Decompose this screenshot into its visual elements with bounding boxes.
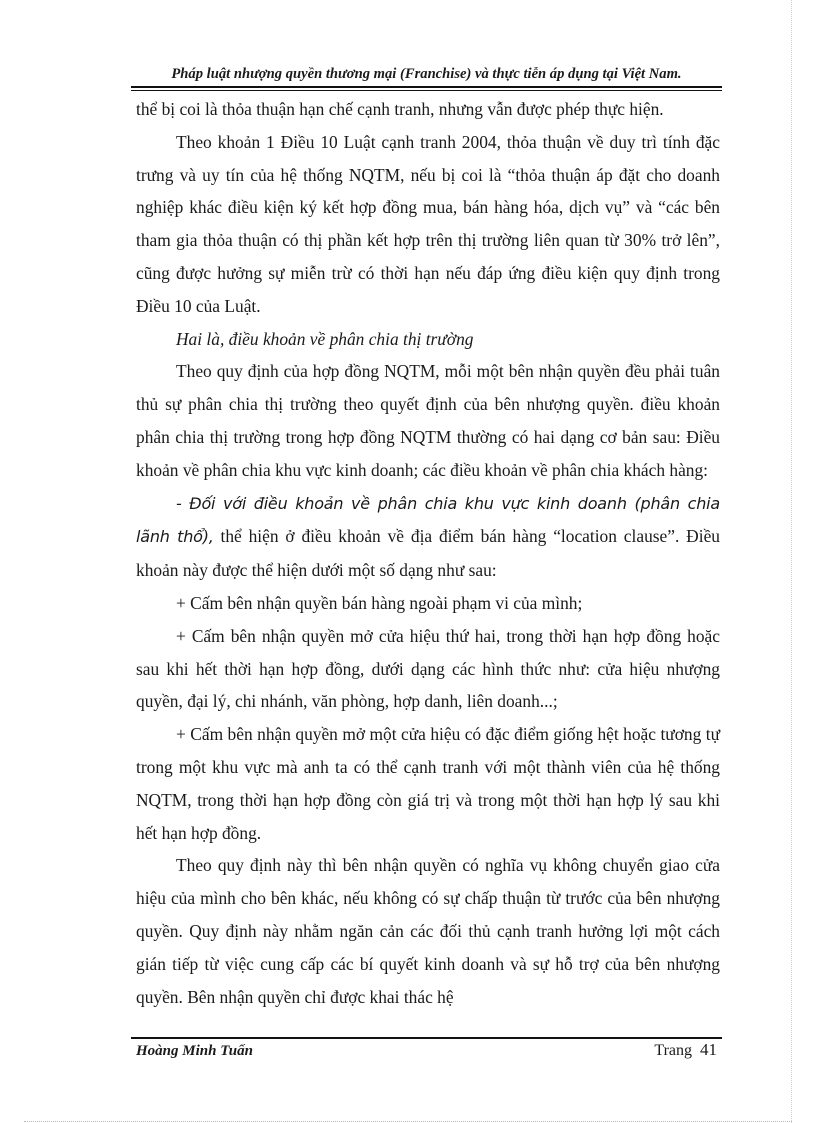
paragraph-2: Theo khoản 1 Điều 10 Luật cạnh tranh 2004, thỏa thuận về duy trì tính đặc trưng và uy tín của hệ thống NQTM, nếu bị coi là “thỏa thuận áp đặt cho doanh nghiệp khác điều kiện ký kết hợp đồng mua, bán hàng hóa, dịch vụ” và “các bên tham gia thỏa thuận có thị phần kết hợp trên thị trường liên quan từ 30% trở lên”, cũng được hưởng sự miễn trừ có thời hạn nếu đáp ứng điều kiện quy định trong Điều 10 của Luật. [136, 131, 720, 316]
paragraph-1: thể bị coi là thỏa thuận hạn chế cạnh tranh, nhưng vẫn được phép thực hiện. [136, 99, 664, 119]
paragraph-5 [136, 487, 720, 587]
list-item: + Cấm bên nhận quyền bán hàng ngoài phạm vi của mình; [176, 592, 583, 613]
page-number [654, 1040, 717, 1061]
header-rule-thin [131, 90, 722, 91]
list-item: + Cấm bên nhận quyền mở một cửa hiệu có đặc điểm giống hệt hoặc tương tự trong một khu vực mà anh ta có thể cạnh tranh với một thành viên của hệ thống NQTM, trong thời hạn hợp đồng còn giá trị và trong một thời hạn hợp lý sau khi hết hạn hợp đồng. [136, 724, 720, 843]
footer-author: Hoàng Minh Tuấn [136, 1043, 253, 1059]
page-edge-dots-right [791, 0, 792, 1123]
page-header-title: Pháp luật nhượng quyền thương mại (Franchise) và thực tiễn áp dụng tại Việt Nam. [171, 66, 682, 82]
paragraph-4: Theo quy định của hợp đồng NQTM, mỗi một bên nhận quyền đều phải tuân thủ sự phân chia thị trường theo quyết định của bên nhượng quyền. điều khoản phân chia thị trường trong hợp đồng NQTM thường có hai dạng cơ bản sau: Điều khoản về phân chia khu vực kinh doanh; các điều khoản về phân chia khách hàng: [136, 361, 720, 480]
paragraph-5-italic: - Đối với điều khoản về phân chia khu vực kinh doanh (phân chia lãnh thổ), [136, 493, 720, 547]
document-body [136, 93, 720, 1013]
footer-rule [131, 1037, 722, 1039]
page-label: Trang [654, 1042, 692, 1059]
page-number-value: 41 [700, 1040, 717, 1059]
paragraph-5-text: thể hiện ở điều khoản về địa điểm bán hàng “location clause”. Điều khoản này được thể hiện dưới một số dạng như sau: [136, 526, 720, 581]
list-item: + Cấm bên nhận quyền mở cửa hiệu thứ hai, trong thời hạn hợp đồng hoặc sau khi hết thời hạn hợp đồng, dưới dạng các hình thức như: cửa hiệu nhượng quyền, đại lý, chi nhánh, văn phòng, hợp danh, liên doanh...; [136, 625, 720, 712]
header-rule [131, 86, 722, 88]
paragraph-9: Theo quy định này thì bên nhận quyền có nghĩa vụ không chuyển giao cửa hiệu của mình cho bên khác, nếu không có sự chấp thuận từ trước của bên nhượng quyền. Quy định này nhằm ngăn cản các đối thủ cạnh tranh hưởng lợi một cách gián tiếp từ việc cung cấp các bí quyết kinh doanh và sự hỗ trợ của bên nhượng quyền. Bên nhận quyền chỉ được khai thác hệ [136, 855, 720, 1007]
section-heading: Hai là, điều khoản về phân chia thị trường [176, 328, 474, 349]
page-edge-dots [24, 1121, 792, 1122]
